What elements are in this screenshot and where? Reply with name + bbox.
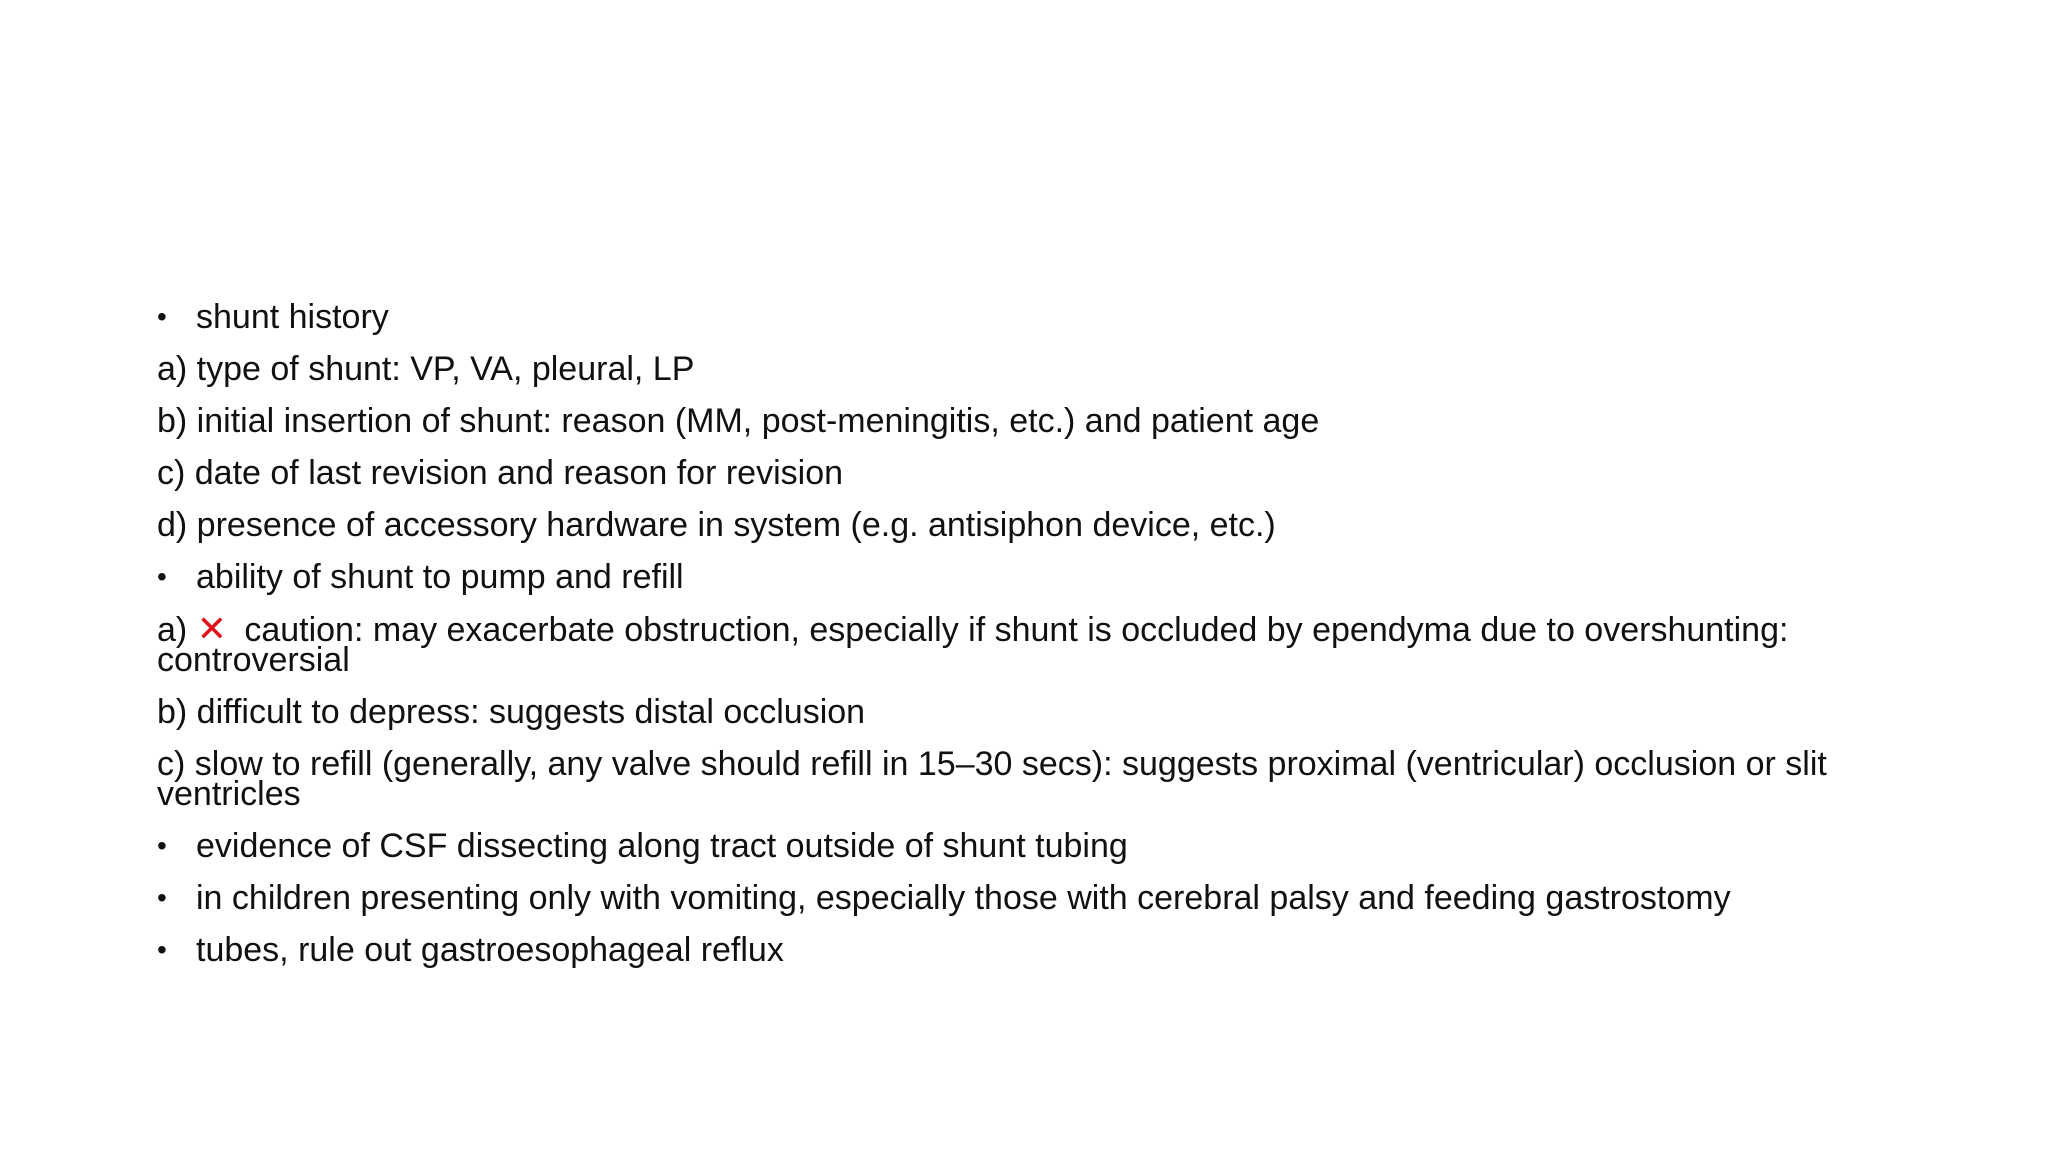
bullet-item	[157, 558, 1937, 596]
bullet-text: evidence of CSF dissecting along tract outside of shunt tubing	[196, 827, 1128, 865]
slide-content	[157, 298, 1937, 987]
close-icon: ✕	[196, 608, 227, 649]
lettered-item: c) slow to refill (generally, any valve should refill in 15–30 secs): suggests proximal (ventricular) occlusion or slit ventricles	[157, 745, 1827, 813]
lettered-item-caution	[157, 608, 1937, 679]
bullet-item	[157, 827, 1937, 865]
bullet-marker: •	[157, 301, 167, 332]
bullet-text: ability of shunt to pump and refill	[196, 558, 684, 596]
bullet-marker: •	[157, 561, 167, 592]
bullet-item	[157, 931, 1937, 969]
lettered-item: b) initial insertion of shunt: reason (MM, post-meningitis, etc.) and patient age	[157, 402, 1320, 440]
lettered-item: a) type of shunt: VP, VA, pleural, LP	[157, 350, 695, 388]
bullet-text: tubes, rule out gastroesophageal reflux	[196, 931, 784, 969]
lettered-item: c) date of last revision and reason for revision	[157, 454, 844, 492]
lettered-item: b) difficult to depress: suggests distal occlusion	[157, 693, 866, 731]
caution-text: caution: may exacerbate obstruction, especially if shunt is occluded by ependyma due to overshunting: controversial	[157, 611, 1789, 679]
bullet-marker: •	[157, 830, 167, 861]
bullet-marker: •	[157, 882, 167, 913]
bullet-text: shunt history	[196, 298, 389, 336]
bullet-item	[157, 298, 1937, 336]
lettered-item: d) presence of accessory hardware in system (e.g. antisiphon device, etc.)	[157, 506, 1276, 544]
lettered-prefix: a)	[157, 611, 188, 649]
bullet-item	[157, 879, 1937, 917]
bullet-text: in children presenting only with vomiting, especially those with cerebral palsy and feeding gastrostomy	[196, 879, 1731, 917]
bullet-marker: •	[157, 934, 167, 965]
